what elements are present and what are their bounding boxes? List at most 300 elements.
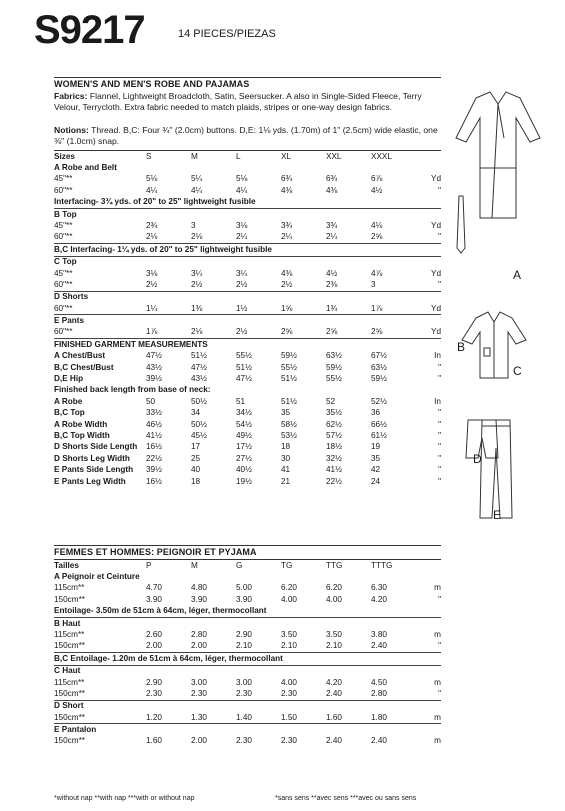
note-row bbox=[54, 653, 441, 665]
french-rule bbox=[54, 545, 441, 546]
row-value: 2¼ bbox=[281, 232, 293, 242]
row-value: 2½ bbox=[236, 279, 248, 289]
row-value: 59½ bbox=[281, 351, 297, 361]
row-value: 62½ bbox=[326, 419, 342, 429]
row-value: 2.60 bbox=[146, 629, 162, 639]
fabrics-body: Flannel, Lightweight Broadcloth, Satin, Seersucker. A also in Single-Sided Fleece, Terry Velour, Terrycloth. Extra fabric needed to match plaids, stripes or one-way design fabrics. bbox=[54, 91, 422, 113]
row-value: 1.50 bbox=[281, 712, 297, 722]
row-label: B,C Top bbox=[54, 408, 85, 418]
row-value: 5.00 bbox=[236, 583, 252, 593]
row-label: B,C Top Width bbox=[54, 430, 110, 440]
row-value: 4¼ bbox=[191, 185, 203, 195]
row-value: 51½ bbox=[281, 374, 297, 384]
row-unit: m bbox=[434, 629, 441, 639]
table-row bbox=[54, 185, 441, 196]
table-row bbox=[54, 688, 441, 700]
row-label: A Chest/Bust bbox=[54, 351, 106, 361]
row-value: 35 bbox=[281, 408, 291, 418]
row-label: 45"** bbox=[54, 220, 73, 230]
row-value: 5⅛ bbox=[236, 174, 248, 184]
row-unit: Yd bbox=[430, 268, 441, 278]
section-label: D Short bbox=[54, 700, 441, 712]
row-value: 55½ bbox=[236, 351, 252, 361]
section-label: C Top bbox=[54, 256, 441, 268]
section-label: B Top bbox=[54, 208, 441, 220]
row-unit: " bbox=[438, 185, 441, 195]
row-value: 34½ bbox=[236, 408, 252, 418]
row-value: 2.80 bbox=[191, 629, 207, 639]
section-label: D Shorts bbox=[54, 291, 441, 303]
row-label: 45"** bbox=[54, 174, 73, 184]
table-row bbox=[54, 442, 441, 453]
row-value: 1.60 bbox=[146, 736, 162, 746]
section-row bbox=[54, 571, 441, 582]
row-value: 2½ bbox=[281, 279, 293, 289]
row-value: 4.00 bbox=[281, 594, 297, 604]
note-label: Entoilage- 3.50m de 51cm à 64cm, léger, thermocollant bbox=[54, 606, 267, 616]
row-value: 4⅛ bbox=[371, 220, 383, 230]
row-value: 1.80 bbox=[371, 712, 387, 722]
row-value: 49½ bbox=[236, 430, 252, 440]
row-value: 4.50 bbox=[371, 677, 387, 687]
row-value: 32½ bbox=[326, 453, 342, 463]
row-value: 2½ bbox=[146, 279, 158, 289]
row-value: 6.30 bbox=[371, 583, 387, 593]
row-value: 35½ bbox=[326, 408, 342, 418]
pattern-number: S9217 bbox=[34, 8, 145, 52]
row-unit: " bbox=[438, 476, 441, 486]
section-row bbox=[54, 291, 441, 303]
row-value: 2¾ bbox=[146, 220, 158, 230]
table-row bbox=[54, 476, 441, 487]
row-value: 40 bbox=[191, 465, 201, 475]
table-row bbox=[54, 232, 441, 244]
row-value: 30 bbox=[281, 453, 291, 463]
note-row bbox=[54, 197, 441, 209]
row-value: 4.20 bbox=[326, 677, 342, 687]
size-header-cell: P bbox=[146, 560, 152, 570]
row-value: 1¾ bbox=[326, 303, 338, 313]
row-value: 1.60 bbox=[326, 712, 342, 722]
size-header-cell: TTTG bbox=[371, 560, 393, 570]
row-value: 24 bbox=[371, 476, 381, 486]
row-value: 2½ bbox=[236, 327, 248, 337]
row-value: 4⅜ bbox=[281, 185, 293, 195]
size-header-cell: G bbox=[236, 560, 243, 570]
row-value: 2⅜ bbox=[326, 279, 338, 289]
row-value: 4.80 bbox=[191, 583, 207, 593]
section-label: C Haut bbox=[54, 665, 441, 677]
row-value: 51½ bbox=[281, 396, 297, 406]
unit-header-cell bbox=[416, 560, 441, 571]
section-row bbox=[54, 256, 441, 268]
section-row bbox=[54, 208, 441, 220]
row-label: 115cm** bbox=[54, 583, 85, 593]
table-row bbox=[54, 351, 441, 362]
section-label: E Pantalon bbox=[54, 724, 441, 736]
row-value: 3 bbox=[191, 220, 196, 230]
row-value: 3.50 bbox=[281, 629, 297, 639]
row-value: 36 bbox=[371, 408, 381, 418]
footer-english-legend: *without nap **with nap ***with or without nap bbox=[54, 795, 195, 802]
table-row bbox=[54, 362, 441, 373]
row-value: 2.40 bbox=[371, 736, 387, 746]
table-row bbox=[54, 373, 441, 384]
row-value: 25 bbox=[191, 453, 201, 463]
row-unit: " bbox=[438, 419, 441, 429]
row-unit: Yd bbox=[430, 303, 441, 313]
table-row bbox=[54, 396, 441, 407]
row-label: 60"** bbox=[54, 185, 73, 195]
size-header-row bbox=[54, 151, 441, 162]
row-unit: " bbox=[438, 362, 441, 372]
row-value: 47½ bbox=[191, 362, 207, 372]
row-unit: In bbox=[434, 351, 441, 361]
row-value: 2⅝ bbox=[281, 327, 293, 337]
row-value: 4⅜ bbox=[326, 185, 338, 195]
row-value: 35 bbox=[371, 453, 381, 463]
note-row bbox=[54, 385, 441, 396]
pieces-count: 14 PIECES/PIEZAS bbox=[178, 28, 276, 40]
section-row bbox=[54, 315, 441, 327]
row-label: 150cm** bbox=[54, 594, 85, 604]
section-row bbox=[54, 700, 441, 712]
table-row bbox=[54, 736, 441, 747]
garment-drawings bbox=[446, 78, 564, 538]
size-header-cell: TTG bbox=[326, 560, 343, 570]
row-value: 2⅛ bbox=[191, 232, 203, 242]
row-value: 55½ bbox=[281, 362, 297, 372]
row-value: 4.00 bbox=[281, 677, 297, 687]
row-value: 46½ bbox=[146, 419, 162, 429]
row-unit: m bbox=[434, 677, 441, 687]
english-yardage-table bbox=[54, 151, 441, 487]
row-value: 3.50 bbox=[326, 629, 342, 639]
notions-text bbox=[54, 125, 441, 148]
row-label: E Pants Side Length bbox=[54, 465, 134, 475]
size-header-cell: TG bbox=[281, 560, 293, 570]
row-label: 150cm** bbox=[54, 736, 85, 746]
row-value: 45½ bbox=[191, 430, 207, 440]
row-label: A Robe Width bbox=[54, 419, 108, 429]
table-row bbox=[54, 327, 441, 339]
row-label: A Robe bbox=[54, 396, 83, 406]
row-value: 1½ bbox=[236, 303, 248, 313]
row-value: 3¼ bbox=[236, 268, 248, 278]
view-letter-c: C bbox=[513, 364, 522, 378]
row-value: 3.80 bbox=[371, 629, 387, 639]
row-value: 27½ bbox=[236, 453, 252, 463]
size-header-cell: M bbox=[191, 151, 198, 161]
row-unit: " bbox=[438, 465, 441, 475]
header-rule bbox=[54, 77, 441, 78]
row-value: 2.90 bbox=[146, 677, 162, 687]
row-value: 2.00 bbox=[191, 736, 207, 746]
row-value: 17 bbox=[191, 442, 201, 452]
row-unit: Yd bbox=[430, 327, 441, 337]
row-value: 2⅝ bbox=[371, 232, 383, 242]
row-value: 1.20 bbox=[146, 712, 162, 722]
row-value: 1¼ bbox=[146, 303, 158, 313]
row-value: 2.80 bbox=[371, 688, 387, 698]
notions-body: Thread. B,C: Four ¾" (2.0cm) buttons. D,E: 1⅛ yds. (1.70m) of 1" (2.5cm) wide elastic, one ⅜" (1.0cm) snap. bbox=[54, 125, 438, 147]
row-value: 3 bbox=[371, 279, 376, 289]
section-label: A Peignoir et Ceinture bbox=[54, 571, 140, 581]
row-value: 3.90 bbox=[146, 594, 162, 604]
row-value: 4¼ bbox=[236, 185, 248, 195]
row-value: 2.30 bbox=[281, 688, 297, 698]
row-value: 59½ bbox=[326, 362, 342, 372]
row-value: 57½ bbox=[326, 430, 342, 440]
table-row bbox=[54, 594, 441, 605]
row-value: 2.30 bbox=[236, 688, 252, 698]
unit-header-cell bbox=[416, 151, 441, 162]
row-value: 43½ bbox=[146, 362, 162, 372]
belt-drawing bbox=[457, 196, 465, 253]
note-label: FINISHED GARMENT MEASUREMENTS bbox=[54, 339, 441, 351]
view-letter-a: A bbox=[513, 268, 522, 282]
view-letter-b: B bbox=[457, 340, 466, 354]
row-value: 4.70 bbox=[146, 583, 162, 593]
size-header-label: Tailles bbox=[54, 560, 79, 570]
row-value: 4½ bbox=[371, 185, 383, 195]
row-value: 4¼ bbox=[146, 185, 158, 195]
row-value: 2⅛ bbox=[191, 327, 203, 337]
row-value: 21 bbox=[281, 476, 291, 486]
row-value: 3⅛ bbox=[236, 220, 248, 230]
note-label: Finished back length from base of neck: bbox=[54, 385, 211, 395]
row-value: 19 bbox=[371, 442, 381, 452]
size-header-cell: M bbox=[191, 560, 198, 570]
table-row bbox=[54, 465, 441, 476]
row-value: 5⅛ bbox=[146, 174, 158, 184]
row-value: 3⅛ bbox=[146, 268, 158, 278]
row-value: 3.90 bbox=[191, 594, 207, 604]
row-value: 3.00 bbox=[236, 677, 252, 687]
note-row bbox=[54, 339, 441, 351]
size-header-row bbox=[54, 560, 441, 571]
row-unit: " bbox=[438, 594, 441, 604]
row-value: 41½ bbox=[146, 430, 162, 440]
row-value: 4½ bbox=[326, 268, 338, 278]
row-value: 39½ bbox=[146, 374, 162, 384]
row-value: 22½ bbox=[146, 453, 162, 463]
row-label: B,C Chest/Bust bbox=[54, 362, 114, 372]
row-value: 1⅜ bbox=[191, 303, 203, 313]
size-header-cell: S bbox=[146, 151, 152, 161]
row-unit: " bbox=[438, 641, 441, 651]
row-value: 3¼ bbox=[191, 268, 203, 278]
view-letter-d: D bbox=[473, 452, 482, 466]
row-unit: " bbox=[438, 442, 441, 452]
size-header-cell: XXXL bbox=[371, 151, 392, 161]
row-label: 60"** bbox=[54, 232, 73, 242]
row-unit: In bbox=[434, 396, 441, 406]
row-unit: Yd bbox=[430, 174, 441, 184]
section-row bbox=[54, 665, 441, 677]
row-value: 50½ bbox=[191, 419, 207, 429]
row-value: 18½ bbox=[326, 442, 342, 452]
row-value: 22½ bbox=[326, 476, 342, 486]
row-value: 2.10 bbox=[281, 641, 297, 651]
table-row bbox=[54, 303, 441, 315]
row-value: 1⅞ bbox=[371, 303, 383, 313]
size-header-cell: XXL bbox=[326, 151, 342, 161]
note-row bbox=[54, 606, 441, 618]
row-value: 1.30 bbox=[191, 712, 207, 722]
row-value: 58½ bbox=[281, 419, 297, 429]
row-value: 55½ bbox=[326, 374, 342, 384]
note-label: B,C Interfacing- 1¼ yds. of 20" to 25" lightweight fusible bbox=[54, 244, 441, 256]
row-value: 5¼ bbox=[191, 174, 203, 184]
row-value: 6⅞ bbox=[371, 174, 383, 184]
size-header-cell: XL bbox=[281, 151, 292, 161]
row-value: 18 bbox=[281, 442, 291, 452]
row-unit: m bbox=[434, 736, 441, 746]
row-value: 33½ bbox=[146, 408, 162, 418]
row-label: 60"** bbox=[54, 327, 73, 337]
row-unit: Yd bbox=[430, 220, 441, 230]
row-value: 51½ bbox=[191, 351, 207, 361]
row-value: 66½ bbox=[371, 419, 387, 429]
row-unit: " bbox=[438, 408, 441, 418]
row-value: 6¾ bbox=[281, 174, 293, 184]
row-label: 60"** bbox=[54, 303, 73, 313]
row-value: 2.10 bbox=[326, 641, 342, 651]
row-value: 4⅜ bbox=[281, 268, 293, 278]
row-value: 18 bbox=[191, 476, 201, 486]
row-value: 1⅝ bbox=[281, 303, 293, 313]
row-label: 115cm** bbox=[54, 629, 85, 639]
row-label: 115cm** bbox=[54, 677, 85, 687]
section-row bbox=[54, 617, 441, 629]
table-row bbox=[54, 174, 441, 185]
table-row bbox=[54, 279, 441, 291]
row-label: 150cm** bbox=[54, 688, 85, 698]
french-yardage-table bbox=[54, 560, 441, 747]
row-label: 45"** bbox=[54, 268, 73, 278]
row-value: 41½ bbox=[326, 465, 342, 475]
row-value: 51 bbox=[236, 396, 246, 406]
row-value: 34 bbox=[191, 408, 201, 418]
row-value: 50½ bbox=[191, 396, 207, 406]
row-value: 2⅝ bbox=[371, 327, 383, 337]
size-header-label: Sizes bbox=[54, 151, 75, 161]
row-value: 47½ bbox=[146, 351, 162, 361]
note-label: Interfacing- 3¾ yds. of 20" to 25" lightweight fusible bbox=[54, 197, 256, 207]
row-value: 4⅞ bbox=[371, 268, 383, 278]
note-row bbox=[54, 244, 441, 256]
row-value: 3.90 bbox=[236, 594, 252, 604]
row-value: 2.30 bbox=[236, 736, 252, 746]
row-value: 2.40 bbox=[371, 641, 387, 651]
row-value: 2.00 bbox=[146, 641, 162, 651]
row-value: 6¾ bbox=[326, 174, 338, 184]
robe-drawing bbox=[456, 92, 540, 218]
row-value: 3¾ bbox=[281, 220, 293, 230]
row-value: 3.00 bbox=[191, 677, 207, 687]
notions-label: Notions: bbox=[54, 125, 89, 135]
row-unit: " bbox=[438, 279, 441, 289]
table-row bbox=[54, 408, 441, 419]
row-value: 52½ bbox=[371, 396, 387, 406]
row-label: 150cm** bbox=[54, 712, 85, 722]
footer-french-legend: *sans sens **avec sens ***avec ou sans sens bbox=[275, 795, 417, 802]
fabrics-text bbox=[54, 91, 441, 114]
row-value: 41 bbox=[281, 465, 291, 475]
row-value: 2⅛ bbox=[146, 232, 158, 242]
section-label: B Haut bbox=[54, 617, 441, 629]
row-value: 2⅝ bbox=[326, 327, 338, 337]
row-unit: " bbox=[438, 430, 441, 440]
row-value: 2.90 bbox=[236, 629, 252, 639]
row-value: 2¼ bbox=[326, 232, 338, 242]
row-value: 4.20 bbox=[371, 594, 387, 604]
section-label: E Pants bbox=[54, 315, 441, 327]
row-value: 1.40 bbox=[236, 712, 252, 722]
row-value: 42 bbox=[371, 465, 381, 475]
row-label: D Shorts Leg Width bbox=[54, 453, 130, 463]
row-value: 16½ bbox=[146, 476, 162, 486]
row-unit: " bbox=[438, 453, 441, 463]
row-value: 61½ bbox=[371, 430, 387, 440]
row-value: 2.30 bbox=[281, 736, 297, 746]
row-value: 40½ bbox=[236, 465, 252, 475]
row-value: 3¾ bbox=[326, 220, 338, 230]
row-label: D,E Hip bbox=[54, 374, 84, 384]
row-value: 17½ bbox=[236, 442, 252, 452]
table-row bbox=[54, 453, 441, 464]
row-label: 150cm** bbox=[54, 641, 85, 651]
row-value: 50 bbox=[146, 396, 156, 406]
row-unit: m bbox=[434, 583, 441, 593]
english-title: WOMEN'S AND MEN'S ROBE AND PAJAMAS bbox=[54, 79, 250, 89]
table-row bbox=[54, 712, 441, 724]
row-value: 2.30 bbox=[146, 688, 162, 698]
row-value: 52 bbox=[326, 396, 336, 406]
table-row bbox=[54, 268, 441, 279]
row-value: 6.20 bbox=[281, 583, 297, 593]
row-value: 43½ bbox=[191, 374, 207, 384]
row-value: 67½ bbox=[371, 351, 387, 361]
row-value: 63½ bbox=[371, 362, 387, 372]
row-label: E Pants Leg Width bbox=[54, 476, 126, 486]
section-label: A Robe and Belt bbox=[54, 162, 117, 172]
row-value: 2.40 bbox=[326, 736, 342, 746]
row-value: 2.40 bbox=[326, 688, 342, 698]
row-value: 2.00 bbox=[191, 641, 207, 651]
section-row bbox=[54, 724, 441, 736]
table-row bbox=[54, 677, 441, 688]
row-value: 63½ bbox=[326, 351, 342, 361]
row-value: 6.20 bbox=[326, 583, 342, 593]
table-row bbox=[54, 629, 441, 640]
row-label: D Shorts Side Length bbox=[54, 442, 138, 452]
row-unit: " bbox=[438, 688, 441, 698]
row-value: 51½ bbox=[236, 362, 252, 372]
row-value: 39½ bbox=[146, 465, 162, 475]
row-value: 2.10 bbox=[236, 641, 252, 651]
row-unit: m bbox=[434, 712, 441, 722]
row-value: 2½ bbox=[191, 279, 203, 289]
table-row bbox=[54, 430, 441, 441]
row-unit: " bbox=[438, 374, 441, 384]
table-row bbox=[54, 419, 441, 430]
table-row bbox=[54, 641, 441, 653]
size-header-cell: L bbox=[236, 151, 241, 161]
fabrics-label: Fabrics: bbox=[54, 91, 88, 101]
view-letter-e: E bbox=[493, 508, 502, 522]
